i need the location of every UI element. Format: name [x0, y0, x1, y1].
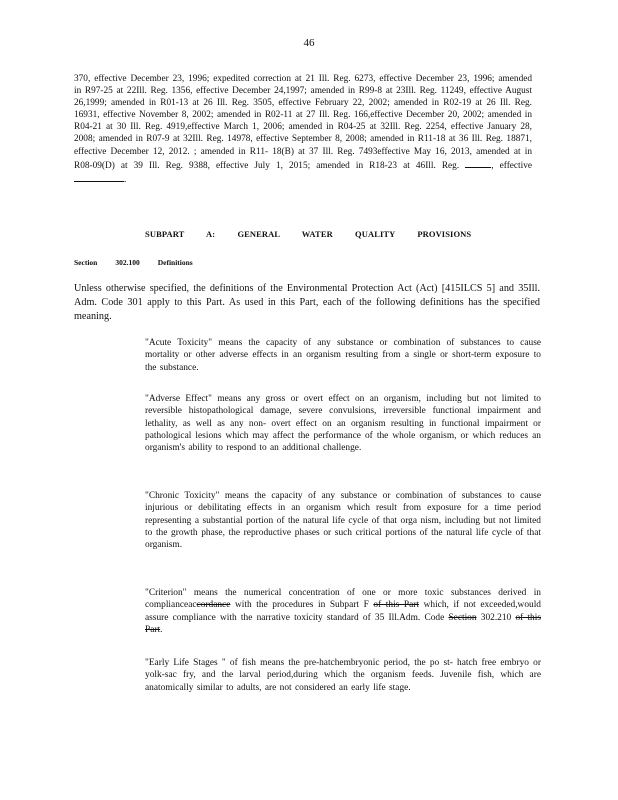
reg-number-blank [465, 158, 491, 168]
section-heading [74, 258, 193, 267]
definition-adverse-effect: "Adverse Effect" means any gross or overt effect on an organism, including but not limited to reversible histopathological damage, severe convulsions, irreversible functional impairment and lethality, as well as any non- overt effect on an organism resulting in functional impairment or pathological lesions which may affect the performance of the whole organism, or which reduces an organism's ability to respond to an additional challenge. [145, 394, 541, 454]
effective-word: effective [499, 160, 532, 171]
effective-date-blank [74, 172, 124, 182]
criterion-text-1: "Criterion" means the numerical concentration of one or more toxic substances derived in complianceac [145, 588, 541, 611]
definition-acute-toxicity: "Acute Toxicity" means the capacity of any substance or combination of substances to cause mortality or other adverse effects in an organism resulting from a single or short-term exposure to the substance. [145, 338, 541, 373]
intro-paragraph: Unless otherwise specified, the definitions of the Environmental Protection Act (Act) [415ILCS 5] and 35Ill. Adm. Code 301 apply to this Part. As used in this Part, each of the following definitions has the specified meaning. [74, 283, 540, 322]
definition-chronic-toxicity: "Chronic Toxicity" means the capacity of any substance or combination of substances to cause injurious or debilitating effects in an organism which result from exposure for a time period representing a substantial portion of the natural life cycle of that orga nism, including but not limited to the growth phase, the reproductive phases or such critical portions of the natural life cycle of that organism. [145, 491, 541, 551]
criterion-deleted-2: of this Part [373, 600, 420, 611]
criterion-text-2: with the procedures in Subpart F [230, 600, 374, 611]
section-title: Definitions [157, 258, 193, 267]
criterion-deleted-1: cordance [196, 600, 231, 611]
criterion-text-4: 302.210 [476, 612, 516, 623]
criterion-deleted-4: of this Part [145, 612, 541, 635]
history-text: 370, effective December 23, 1996; expedited correction at 21 Ill. Reg. 6273, effective December 23, 1996; amended in R97-25 at 22Ill. Reg. 1356, effective December 24,1997; amended in R99-8 at 23Ill. Reg. 11249, effective August 26,1999; amended in R01-13 at 26 Ill. Reg. 3505, effective February 22, 2002; amended in R02-19 at 26 Ill. Reg. 16931, effective November 8, 2002; amended in R02-11 at 27 Ill. Reg. 166,effective December 20, 2002; amended in R04-21 at 30 Ill. Reg. 4919,effective March 1, 2006; amended in R04-25 at 32Ill. Reg. 2254, effective January 28, 2008; amended in R07-9 at 32Ill. Reg. 14978, effective September 8, 2008; amended in R11-18 at 36 Ill. Reg. 18871, effective December 12, 2012. ; amended in R11- 18(B) at 37 Ill. Reg. 7493effective May 16, 2013, amended at in R08-09(D) at 39 Ill. Reg. 9388, effective July 1, 2015; amended in R18-23 at 46Ill. Reg. [74, 74, 532, 171]
definition-criterion [145, 587, 541, 636]
criterion-deleted-3: Section [448, 612, 477, 623]
definition-early-life-stages: "Early Life Stages " of fish means the pre-hatchembryonic period, the po st- hatch free embryo or yolk-sac fry, and the larval period,during which the organism feeds. Juvenile fish, which are anatomically similar to adults, are not considered an early life stage. [145, 658, 541, 693]
subpart-heading: SUBPART A: GENERAL WATER QUALITY PROVISIONS [145, 229, 472, 239]
page-number: 46 [303, 37, 315, 49]
section-number: 302.100 [115, 258, 140, 267]
section-label: Section [74, 258, 98, 267]
criterion-text-5: . [160, 624, 163, 635]
source-history-note: 370, effective December 23, 1996; expedited correction at 21 Ill. Reg. 6273, effective December 23, 1996; amended in R97-25 at 22Ill. Reg. 1356, effective December 24,1997; amended in R99-8 at 23Ill. Reg. 11249, effective August 26,1999; amended in R01-13 at 26 Ill. Reg. 3505, effective February 22, 2002; amended in R02-19 at 26 Ill. Reg. 16931, effective November 8, 2002; amended in R02-11 at 27 Ill. Reg. 166,effective December 20, 2002; amended in R04-21 at 30 Ill. Reg. 4919,effective March 1, 2006; amended in R04-25 at 32Ill. Reg. 2254, effective January 28, 2008; amended in R07-9 at 32Ill. Reg. 14978, effective September 8, 2008; amended in R11-18 at 36 Ill. Reg. 18871, effective December 12, 2012. ; amended in R11- 18(B) at 37 Ill. Reg. 7493effective May 16, 2013, amended at in R08-09(D) at 39 Ill. Reg. 9388, effective July 1, 2015; amended in R18-23 at 46Ill. Reg. , effective . [74, 74, 532, 185]
criterion-text-3: which, if not exceeded,would assure compliance with the narrative toxicity standard of 35 Ill.Adm. Code [145, 600, 541, 623]
